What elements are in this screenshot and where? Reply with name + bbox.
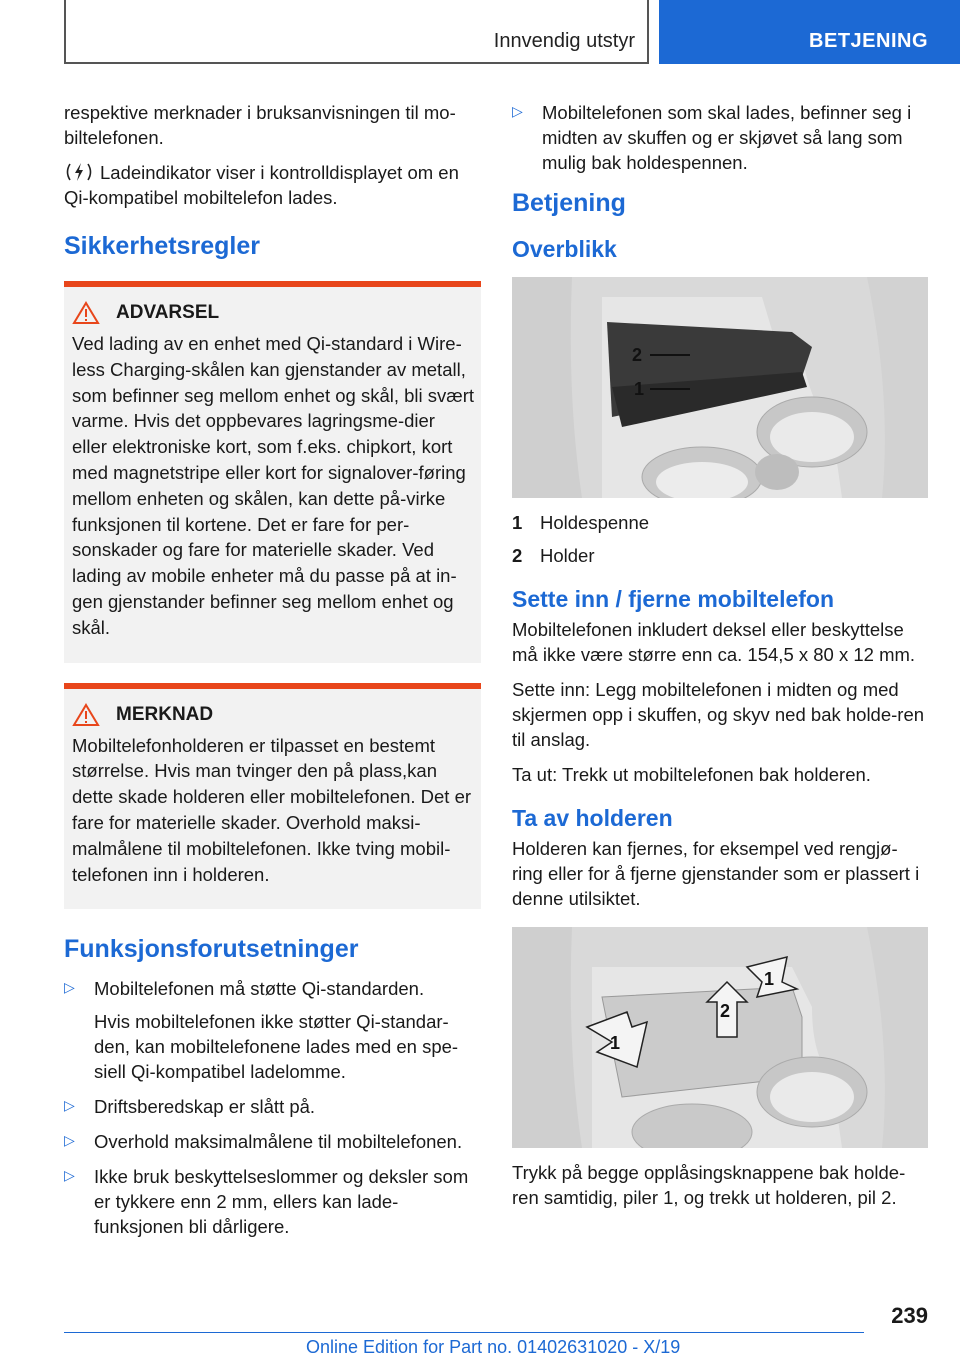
- intro-paragraph-1: respektive merknader i bruksanvisningen til mo-biltelefonen.: [64, 102, 456, 148]
- list-item: [512, 100, 928, 175]
- legend-item: [512, 543, 928, 568]
- figure1-label-1: 1: [634, 379, 645, 399]
- header-section-box: [64, 0, 649, 64]
- bullet-text: Mobiltelefonen som skal lades, befinner seg i midten av skuffen og er skjøvet så lang som mulig bak holdespennen.: [542, 102, 912, 173]
- header-chapter-tab[interactable]: [659, 0, 960, 64]
- footer-divider: [64, 1332, 864, 1333]
- bullet-text: Mobiltelefonen må støtte Qi-standarden.: [94, 978, 425, 1000]
- notice-triangle-icon: [72, 703, 100, 727]
- requirements-heading: Funksjonsforutsetninger: [64, 935, 359, 964]
- bullet-text: Ikke bruk beskyttelseslommer og deksler som er tykkere enn 2 mm, ellers kan lade-funksjonen bli dårligere.: [94, 1166, 469, 1238]
- header-chapter-title: BETJENING: [809, 30, 928, 52]
- legend-number: 1: [512, 512, 523, 533]
- bullet-text: Overhold maksimalmålene til mobiltelefonen.: [94, 1131, 463, 1153]
- left-column: [64, 100, 481, 1249]
- remove-paragraph-2: Trykk på begge opplåsingsknappene bak holde-ren samtidig, piler 1, og trekk ut holderen, pil 2.: [512, 1162, 906, 1208]
- legend-label: Holder: [540, 545, 595, 566]
- right-column: [512, 100, 928, 1220]
- insert-paragraph-2: Sette inn: Legg mobiltelefonen i midten og med skjermen opp i skuffen, og skyv ned bak holde-ren til anslag.: [512, 679, 925, 750]
- insert-paragraph-1: Mobiltelefonen inkludert deksel eller beskyttelse må ikke være større enn ca. 154,5 x 80 x 12 mm.: [512, 619, 916, 665]
- insert-heading: Sette inn / fjerne mobiltelefon: [512, 586, 835, 612]
- footer-edition: Online Edition for Part no. 01402631020 - X/19: [306, 1337, 681, 1357]
- legend-number: 2: [512, 545, 523, 566]
- bullet-triangle-icon: ▷: [64, 979, 75, 996]
- figure2-label-1-left: 1: [610, 1033, 621, 1053]
- header-section-title: Innvendig utstyr: [493, 30, 635, 52]
- page-number: 239: [891, 1303, 928, 1328]
- legend-label: Holdespenne: [540, 512, 650, 533]
- bullet-subtext: Hvis mobiltelefonen ikke støtter Qi-standar-den, kan mobiltelefonene lades med en spe-siell Qi-kompatibel ladelomme.: [94, 1011, 459, 1083]
- bullet-triangle-icon: ▷: [64, 1167, 75, 1184]
- bullet-text: Driftsberedskap er slått på.: [94, 1096, 316, 1118]
- list-item: [64, 976, 481, 1084]
- intro-paragraph-2-text: Ladeindikator viser i kontrolldisplayet om en Qi-kompatibel mobiltelefon lades.: [64, 162, 459, 208]
- console-overview-image: [512, 277, 928, 498]
- bullet-triangle-icon: ▷: [512, 103, 523, 119]
- list-item: [64, 1164, 481, 1239]
- figure1-label-2: 2: [632, 345, 643, 365]
- removal-figure: [512, 927, 928, 1148]
- bullet-triangle-icon: ▷: [64, 1097, 75, 1114]
- remove-heading: Ta av holderen: [512, 805, 673, 831]
- safety-heading: Sikkerhetsregler: [64, 232, 260, 260]
- operation-heading: Betjening: [512, 189, 626, 217]
- intro-paragraph-2: [64, 160, 481, 210]
- list-item: [64, 1094, 481, 1119]
- warning-text: Ved lading av en enhet med Qi-standard i Wire-less Charging-skålen kan gjenstander av metall, som befinner seg mellom enhet og skål, bli svært varme. Hvis det oppbevares lagringsme-dier eller elektroniske kort, som f.eks. chipkort, kort med magnetstripe eller kort for signalover-føring mellom enheten og skålen, kan dette på-virke funksjonen til kortene. Det er fare for per-sonskader og fare for materielle skader. Ved lading av mobile enheter må du passe på at in-gen gjenstander befinner seg mellom enhet og skål.: [72, 333, 475, 638]
- charging-indicator-icon: [64, 161, 94, 183]
- figure2-label-1-right: 1: [764, 969, 775, 989]
- overview-figure: [512, 277, 928, 498]
- notice-text: Mobiltelefonholderen er tilpasset en bestemt størrelse. Hvis man tvinger den på plass,kan dette skade holderen eller mobiltelefonen. Det er fare for materielle skader. Overhold maksi-malmålene til mobiltelefonen. Ikke tving mobil-telefonen inn i holderen.: [72, 734, 472, 885]
- insert-paragraph-3: Ta ut: Trekk ut mobiltelefonen bak holderen.: [512, 764, 871, 785]
- overview-heading: Overblikk: [512, 236, 617, 262]
- legend-item: [512, 510, 928, 535]
- holder-removal-image: [512, 927, 928, 1148]
- warning-triangle-icon: [72, 301, 100, 325]
- warning-title: ADVARSEL: [116, 302, 220, 323]
- remove-paragraph-1: Holderen kan fjernes, for eksempel ved rengjø-ring eller for å fjerne gjenstander som er plassert i denne utilsiktet.: [512, 838, 920, 909]
- bullet-triangle-icon: ▷: [64, 1132, 75, 1149]
- notice-title: MERKNAD: [116, 703, 214, 725]
- warning-box: [64, 281, 481, 663]
- list-item: [64, 1129, 481, 1154]
- figure2-label-2: 2: [720, 1001, 731, 1021]
- notice-box: [64, 683, 481, 910]
